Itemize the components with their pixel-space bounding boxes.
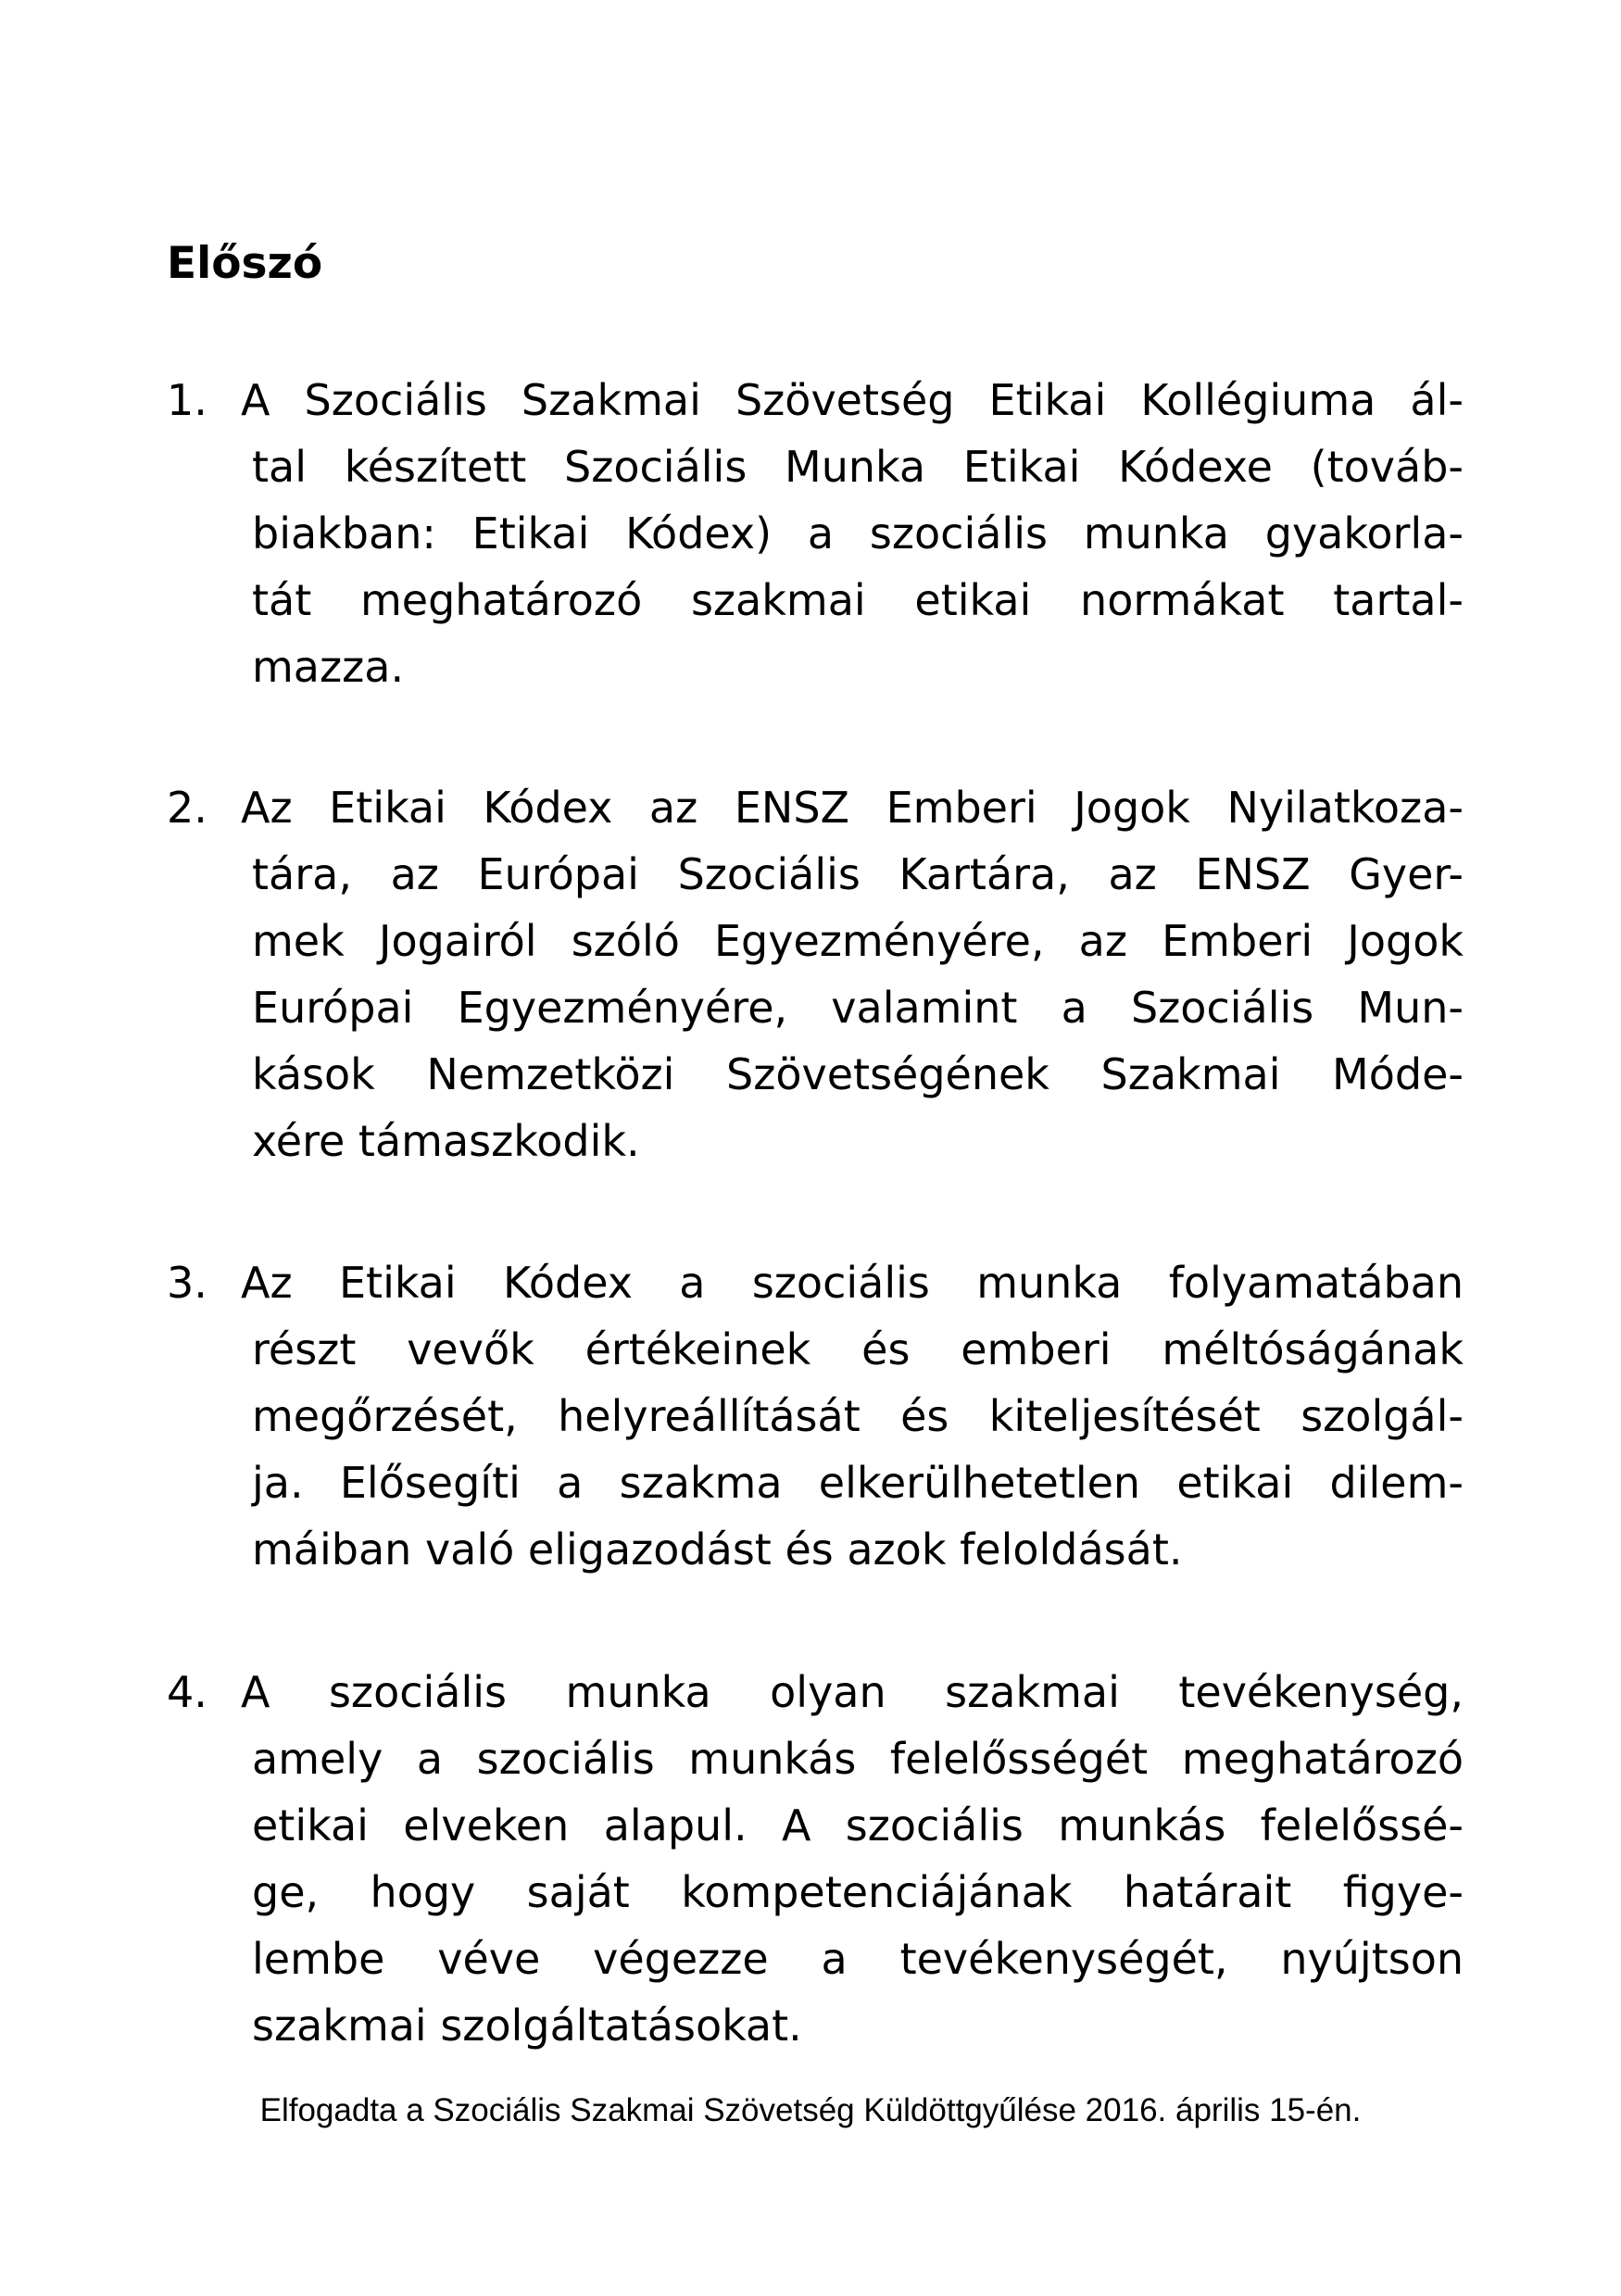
adoption-note: Elfogadta a Szociális Szakmai Szövetség Küldöttgyűlése 2016. április 15-én. bbox=[259, 2092, 1362, 2128]
item-number: 2. bbox=[167, 783, 207, 833]
text-line: részt vevők értékeinek és emberi méltóságának bbox=[252, 1324, 1464, 1374]
text-line: A Szociális Szakmai Szövetség Etikai Kollégiuma ál- bbox=[241, 375, 1464, 425]
text-line: lembe véve végezze a tevékenységét, nyújtson bbox=[252, 1934, 1464, 1984]
text-line: megőrzését, helyreállítását és kiteljesítését szolgál- bbox=[252, 1391, 1464, 1441]
text-line: Az Etikai Kódex az ENSZ Emberi Jogok Nyilatkoza- bbox=[241, 783, 1464, 833]
page-title: Előszó bbox=[167, 238, 323, 289]
text-line: tára, az Európai Szociális Kartára, az ENSZ Gyer- bbox=[252, 849, 1464, 899]
text-line: máiban való eligazodást és azok feloldását. bbox=[252, 1524, 1183, 1575]
text-line: szakmai szolgáltatásokat. bbox=[252, 2001, 802, 2051]
text-line: etikai elveken alapul. A szociális munkás felelőssé- bbox=[252, 1800, 1464, 1851]
text-line: tal készített Szociális Munka Etikai Kódexe (továb- bbox=[252, 442, 1464, 492]
text-line: A szociális munka olyan szakmai tevékenység, bbox=[241, 1667, 1464, 1717]
item-number: 4. bbox=[167, 1667, 207, 1717]
text-line: Európai Egyezményére, valamint a Szociális Mun- bbox=[252, 983, 1464, 1033]
text-line: kások Nemzetközi Szövetségének Szakmai Móde- bbox=[252, 1049, 1464, 1099]
text-line: Az Etikai Kódex a szociális munka folyamatában bbox=[241, 1258, 1464, 1308]
text-line: tát meghatározó szakmai etikai normákat tartal- bbox=[252, 575, 1464, 625]
item-number: 3. bbox=[167, 1258, 207, 1308]
item-number: 1. bbox=[167, 375, 207, 425]
text-line: mazza. bbox=[252, 642, 405, 692]
text-line: xére támaszkodik. bbox=[252, 1116, 640, 1166]
text-line: ge, hogy saját kompetenciájának határait figye- bbox=[252, 1867, 1464, 1917]
text-line: biakban: Etikai Kódex) a szociális munka gyakorla- bbox=[252, 508, 1464, 558]
text-line: ja. Elősegíti a szakma elkerülhetetlen etikai dilem- bbox=[252, 1458, 1464, 1508]
text-line: mek Jogairól szóló Egyezményére, az Emberi Jogok bbox=[252, 916, 1464, 966]
text-line: amely a szociális munkás felelősségét meghatározó bbox=[252, 1734, 1464, 1784]
